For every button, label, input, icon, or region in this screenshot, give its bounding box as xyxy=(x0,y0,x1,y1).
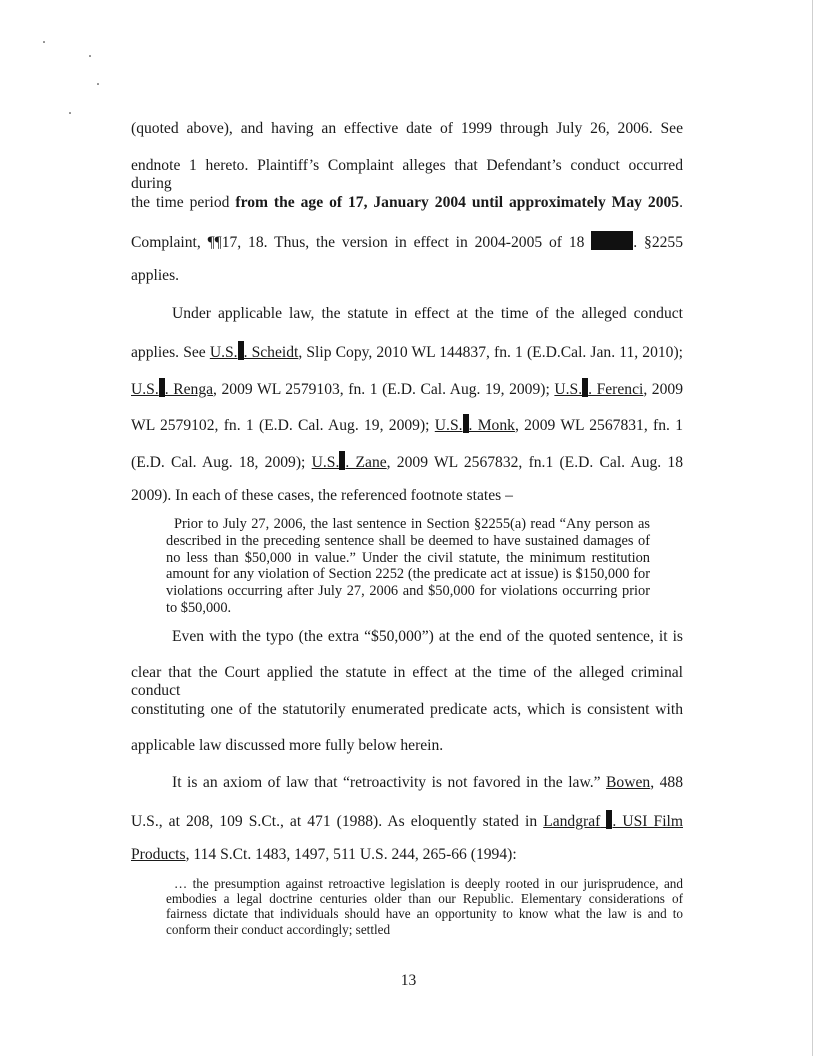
page-number: 13 xyxy=(400,972,417,989)
citation-ferenci: U.S. . Ferenci xyxy=(554,381,643,398)
citation-bowen: Bowen xyxy=(606,774,651,791)
p2-line-6: 2009). In each of these cases, the referenced footnote states – xyxy=(131,487,513,504)
p3-line-2: clear that the Court applied the statute in effect at the time of the alleged criminal conduct xyxy=(131,664,683,699)
citation-renga: U.S. . Renga xyxy=(131,381,213,398)
citation-products: Products xyxy=(131,846,186,863)
redaction-box xyxy=(591,231,633,250)
citation-monk: U.S. . Monk xyxy=(435,417,515,434)
block-quote-footnote: Prior to July 27, 2006, the last sentence in Section §2255(a) read “Any person as described in the preceding sentence shall be deemed to have sustained damages of no less than $50,000 in value.” Under the civil statute, the minimum restitution amount for any violation of Section 2252 (the predicate act at issue) is $150,000 for violations occurring after July 27, 2006 and $50,000 for violations occurring prior to $50,000. xyxy=(166,516,650,616)
page-edge xyxy=(812,0,813,1056)
p2-line-5: (E.D. Cal. Aug. 18, 2009); U.S. . Zane, 2009 WL 2567832, fn.1 (E.D. Cal. Aug. 18 xyxy=(131,451,683,472)
p1-line-4: Complaint, ¶¶17, 18. Thus, the version in effect in 2004-2005 of 18 . §2255 xyxy=(131,231,683,252)
p4-line-2: U.S., at 208, 109 S.Ct., at 471 (1988). As eloquently stated in Landgraf . USI Film xyxy=(131,810,683,831)
p3-line-4: applicable law discussed more fully below herein. xyxy=(131,737,444,754)
p3-line-1: Even with the typo (the extra “$50,000”) at the end of the quoted sentence, it is xyxy=(172,628,683,645)
p2-line-2: applies. See U.S. . Scheidt, Slip Copy, 2010 WL 144837, fn. 1 (E.D.Cal. Jan. 11, 2010); xyxy=(131,341,683,362)
citation-zane: U.S. . Zane xyxy=(312,454,387,471)
p1-line-1: (quoted above), and having an effective date of 1999 through July 26, 2006. See xyxy=(131,120,683,137)
block-quote-landgraf: … the presumption against retroactive legislation is deeply rooted in our jurisprudence, and embodies a legal doctrine centuries older than our Republic. Elementary considerations of fairness dictate that individuals should have an opportunity to know what the law is and to conform their conduct accordingly; settled xyxy=(166,876,683,937)
p1-line-3: the time period from the age of 17, January 2004 until approximately May 2005. xyxy=(131,194,683,211)
p2-line-3: U.S. . Renga, 2009 WL 2579103, fn. 1 (E.D. Cal. Aug. 19, 2009); U.S. . Ferenci, 2009 xyxy=(131,378,683,399)
p2-line-1: Under applicable law, the statute in effect at the time of the alleged conduct xyxy=(172,305,683,322)
p1-bold-dates: from the age of 17, January 2004 until approximately May 2005 xyxy=(235,194,680,211)
scan-speck xyxy=(89,55,91,57)
p3-line-3: constituting one of the statutorily enumerated predicate acts, which is consistent with xyxy=(131,701,683,718)
scan-speck xyxy=(43,41,45,43)
scan-speck xyxy=(97,83,99,85)
p1-line-2: endnote 1 hereto. Plaintiff’s Complaint alleges that Defendant’s conduct occurred during xyxy=(131,157,683,192)
citation-scheidt: U.S. . Scheidt xyxy=(210,344,299,361)
p1-line-5: applies. xyxy=(131,267,180,284)
p4-line-1: It is an axiom of law that “retroactivity is not favored in the law.” Bowen, 488 xyxy=(172,774,683,791)
p4-line-3: Products, 114 S.Ct. 1483, 1497, 511 U.S. 244, 265-66 (1994): xyxy=(131,846,517,863)
scan-speck xyxy=(69,112,71,114)
citation-landgraf: Landgraf . USI Film xyxy=(543,813,683,830)
p2-line-4: WL 2579102, fn. 1 (E.D. Cal. Aug. 19, 2009); U.S. . Monk, 2009 WL 2567831, fn. 1 xyxy=(131,414,683,435)
